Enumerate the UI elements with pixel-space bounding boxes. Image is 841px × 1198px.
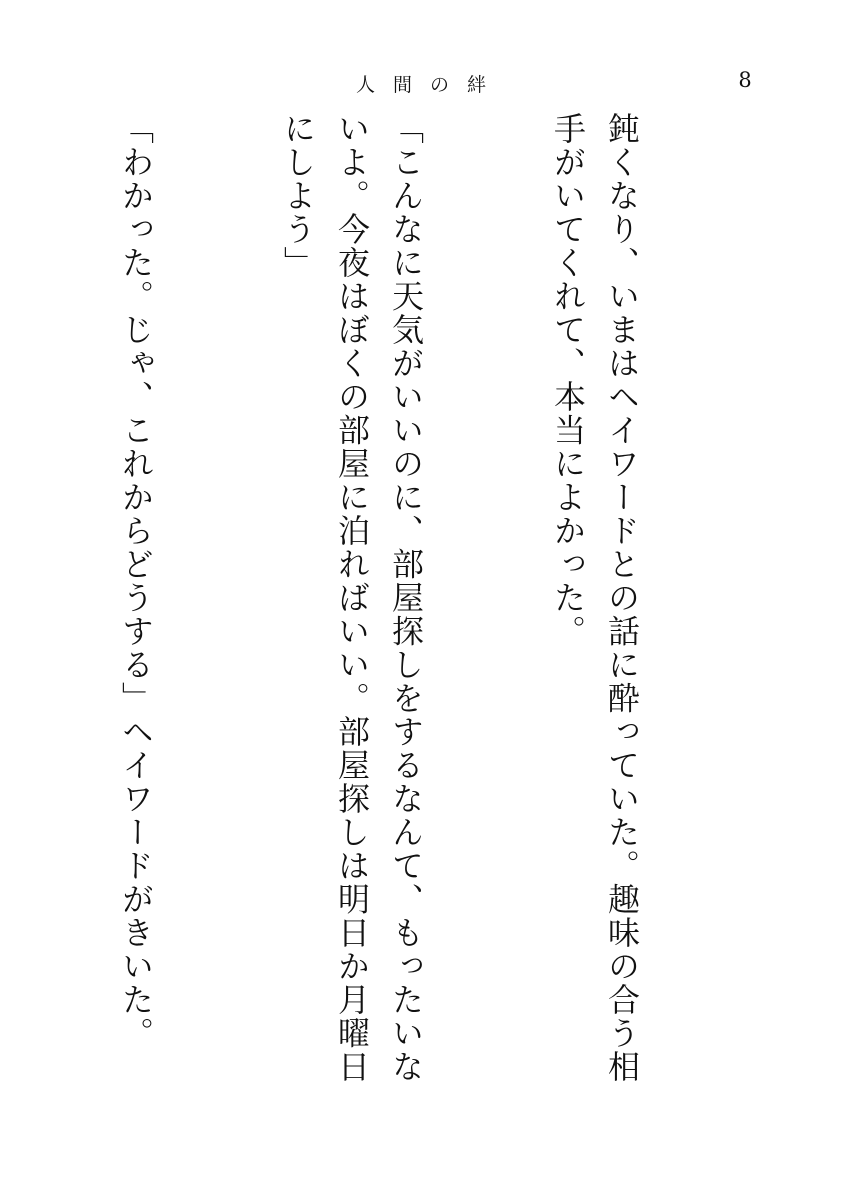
body-text — [67, 112, 757, 1102]
paragraph: 鈍くなり、いまはヘイワードとの話に酔っていた。趣味の合う相手がいてくれて、本当によかった。 — [549, 112, 641, 1084]
running-head-title: 人間の絆 — [355, 74, 504, 96]
page-number: 8 — [738, 68, 752, 92]
paragraph: 「こんなに天気がいいのに、部屋探しをするなんて、もったいないよ。今夜はぼくの部屋に泊ればいい。部屋探しは明日か月曜日にしよう」 — [279, 112, 425, 1084]
paragraph: 「わかった。じゃ、これからどうする」ヘイワードがきいた。 — [117, 112, 155, 1050]
